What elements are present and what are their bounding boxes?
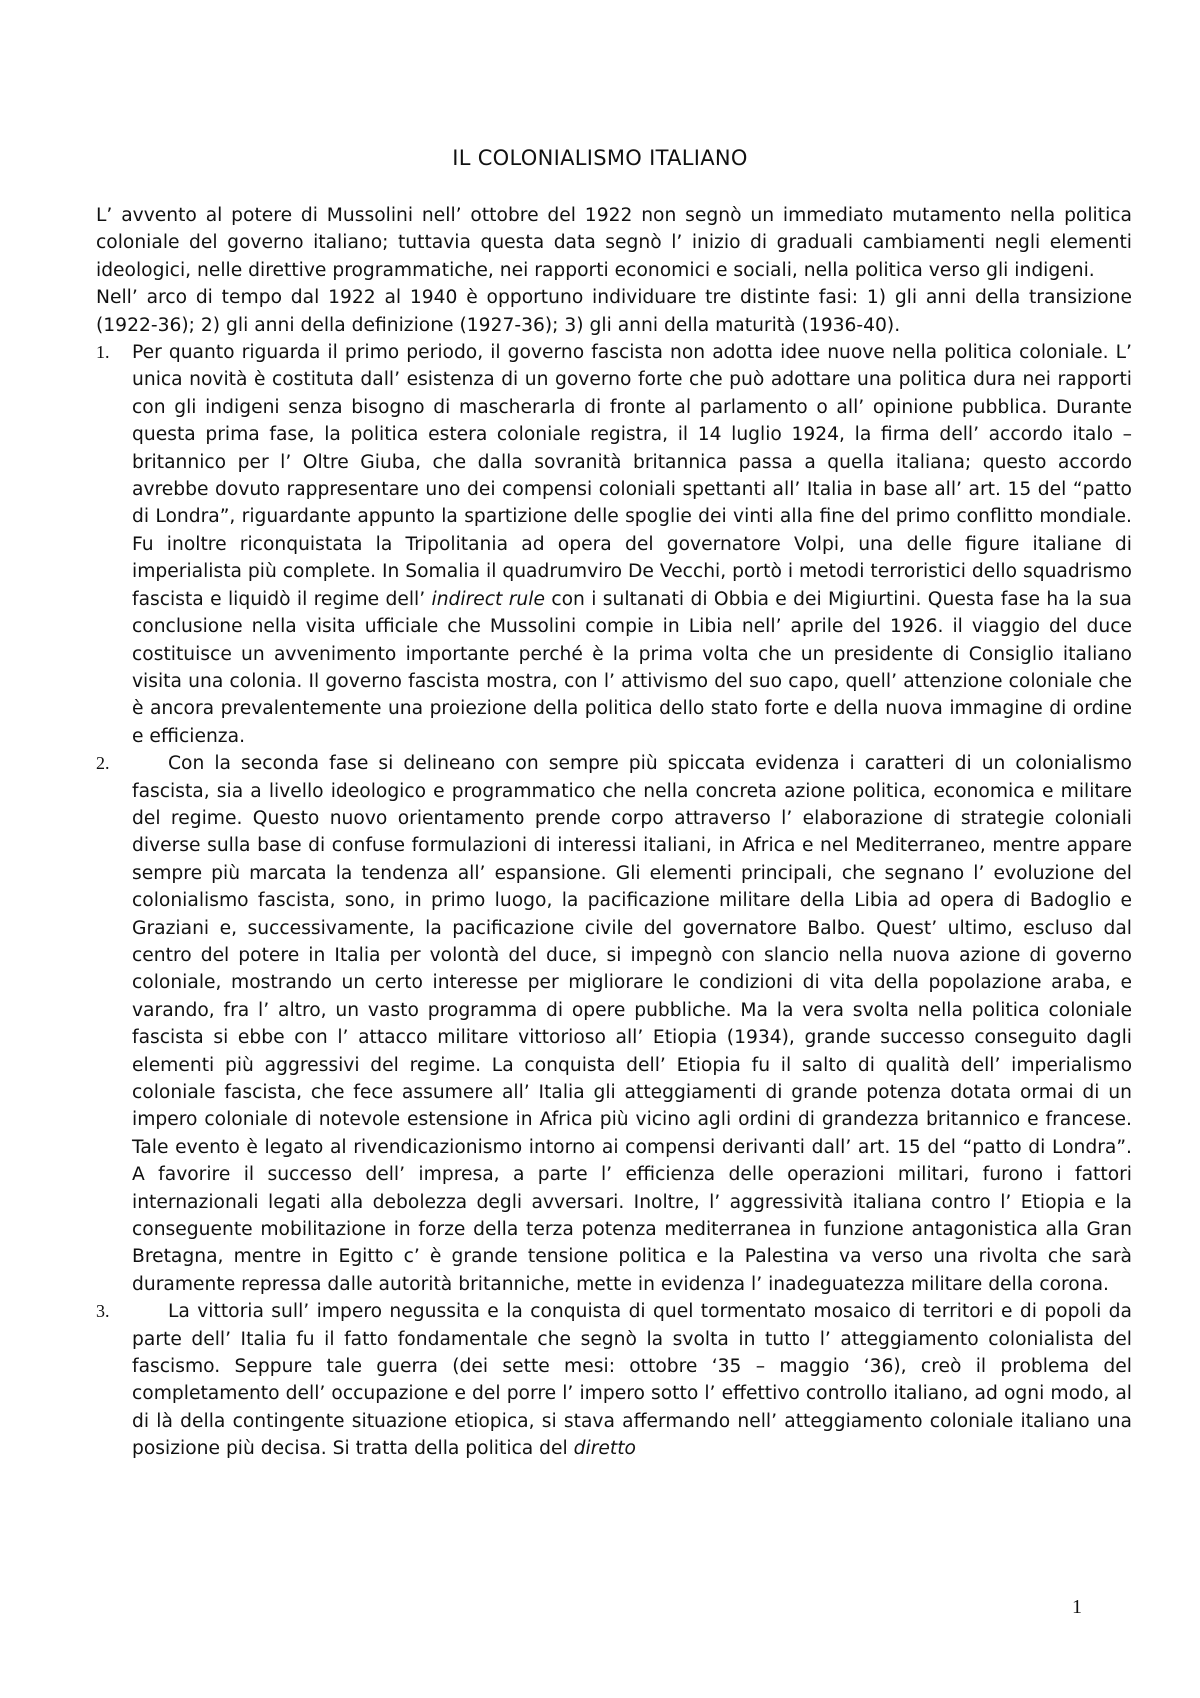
list-item: [96, 750, 1132, 1298]
paragraph: Nell’ arco di tempo dal 1922 al 1940 è opportuno individuare tre distinte fasi: 1) gli anni della transizione (1922-36); 2) gli anni della definizione (1927-36); 3) gli anni della maturità (1936-40).: [96, 287, 1132, 336]
list-number: 1.: [96, 342, 110, 363]
item-italic-text: diretto: [573, 1438, 636, 1460]
page-number: 1: [1072, 1596, 1082, 1618]
item-text: Con la seconda fase si delineano con sempre più spiccata evidenza i caratteri di un colonialismo fascista, sia a livello ideologico e programmatico che nella concreta azione politica, economica e militare del regime. Questo nuovo orientamento prende corpo attraverso l’ elaborazione di strategie coloniali diverse sulla base di confuse formulazioni di interessi italiani, in Africa e nel Mediterraneo, mentre appare sempre più marcata la tendenza all’ espansione. Gli elementi principali, che segnano l’ evoluzione del colonialismo fascista, sono, in primo luogo, la pacificazione militare della Libia ad opera di Badoglio e Graziani e, successivamente, la pacificazione civile del governatore Balbo. Quest’ ultimo, escluso dal centro del potere in Italia per volontà del duce, si impegnò con slancio nella nuova azione di governo coloniale, mostrando un certo interesse per migliorare le condizioni di vita della popolazione araba, e varando, fra l’ altro, un vasto programma di opere pubbliche. Ma la vera svolta nella politica coloniale fascista si ebbe con l’ attacco militare vittorioso all’ Etiopia (1934), grande successo conseguito dagli elementi più aggressivi del regime. La conquista dell’ Etiopia fu il salto di qualità dell’ imperialismo coloniale fascista, che fece assumere all’ Italia gli atteggiamenti di grande potenza dotata ormai di un impero coloniale di notevole estensione in Africa più vicino agli ordini di grandezza britannico e francese. Tale evento è legato al rivendicazionismo intorno ai compensi derivanti dall’ art. 15 del “patto di Londra”. A favorire il successo dell’ impresa, a parte l’ efficienza delle operazioni militari, furono i fattori internazionali legati alla debolezza degli avversari. Inoltre, l’ aggressività italiana contro l’ Etiopia e la conseguente mobilitazione in forze della terza potenza mediterranea in funzione antagonistica alla Gran Bretagna, mentre in Egitto c’ è grande tensione politica e la Palestina va verso una rivolta che sarà duramente repressa dalle autorità britanniche, mette in evidenza l’ inadeguatezza militare della corona.: [132, 753, 1132, 1295]
list-number: 3.: [96, 1301, 110, 1322]
item-text: La vittoria sull’ impero negussita e la conquista di quel tormentato mosaico di territori e di popoli da parte dell’ Italia fu il fatto fondamentale che segnò la svolta in tutto l’ atteggiamento colonialista del fascismo. Seppure tale guerra (dei sette mesi: ottobre ‘35 – maggio ‘36), creò il problema del completamento dell’ occupazione e del porre l’ impero sotto l’ effettivo controllo italiano, ad ogni modo, al di là della contingente situazione etiopica, si stava affermando nell’ atteggiamento coloniale italiano una posizione più decisa. Si tratta della politica del: [132, 1301, 1132, 1460]
list-number: 2.: [96, 753, 110, 774]
item-text: Per quanto riguarda il primo periodo, il governo fascista non adotta idee nuove nella politica coloniale. L’ unica novità è costituta dall’ esistenza di un governo forte che può adottare una politica dura nei rapporti con gli indigeni senza bisogno di mascherarla di fronte al parlamento o all’ opinione pubblica. Durante questa prima fase, la politica estera coloniale registra, il 14 luglio 1924, la firma dell’ accordo italo – britannico per l’ Oltre Giuba, che dalla sovranità britannica passa a quella italiana; questo accordo avrebbe dovuto rappresentare uno dei compensi coloniali spettanti all’ Italia in base all’ art. 15 del “patto di Londra”, riguardante appunto la spartizione delle spoglie dei vinti alla fine del primo conflitto mondiale. Fu inoltre riconquistata la Tripolitania ad opera del governatore Volpi, una delle figure italiane di imperialista più complete. In Somalia il quadrumviro De Vecchi, portò i metodi terroristici dello squadrismo fascista e liquidò il regime dell’: [132, 342, 1132, 610]
phase-list: [96, 339, 1132, 1463]
item-text-continued: con i sultanati di Obbia e dei Migiurtini. Questa fase ha la sua conclusione nella visita ufficiale che Mussolini compie in Libia nell’ aprile del 1926. il viaggio del duce costituisce un avvenimento importante perché è la prima volta che un presidente di Consiglio italiano visita una colonia. Il governo fascista mostra, con l’ attivismo del suo capo, quell’ attenzione coloniale che è ancora prevalentemente una proiezione della politica dello stato forte e della nuova immagine di ordine e efficienza.: [132, 588, 1132, 747]
paragraph: L’ avvento al potere di Mussolini nell’ ottobre del 1922 non segnò un immediato mutamento nella politica coloniale del governo italiano; tuttavia questa data segnò l’ inizio di graduali cambiamenti negli elementi ideologici, nelle direttive programmatiche, nei rapporti economici e sociali, nella politica verso gli indigeni.: [96, 205, 1132, 281]
page-title: IL COLONIALISMO ITALIANO: [452, 146, 748, 170]
list-item: [96, 1298, 1132, 1462]
item-italic-text: indirect rule: [431, 588, 545, 610]
document-body: [96, 202, 1132, 1463]
list-item: [96, 339, 1132, 750]
